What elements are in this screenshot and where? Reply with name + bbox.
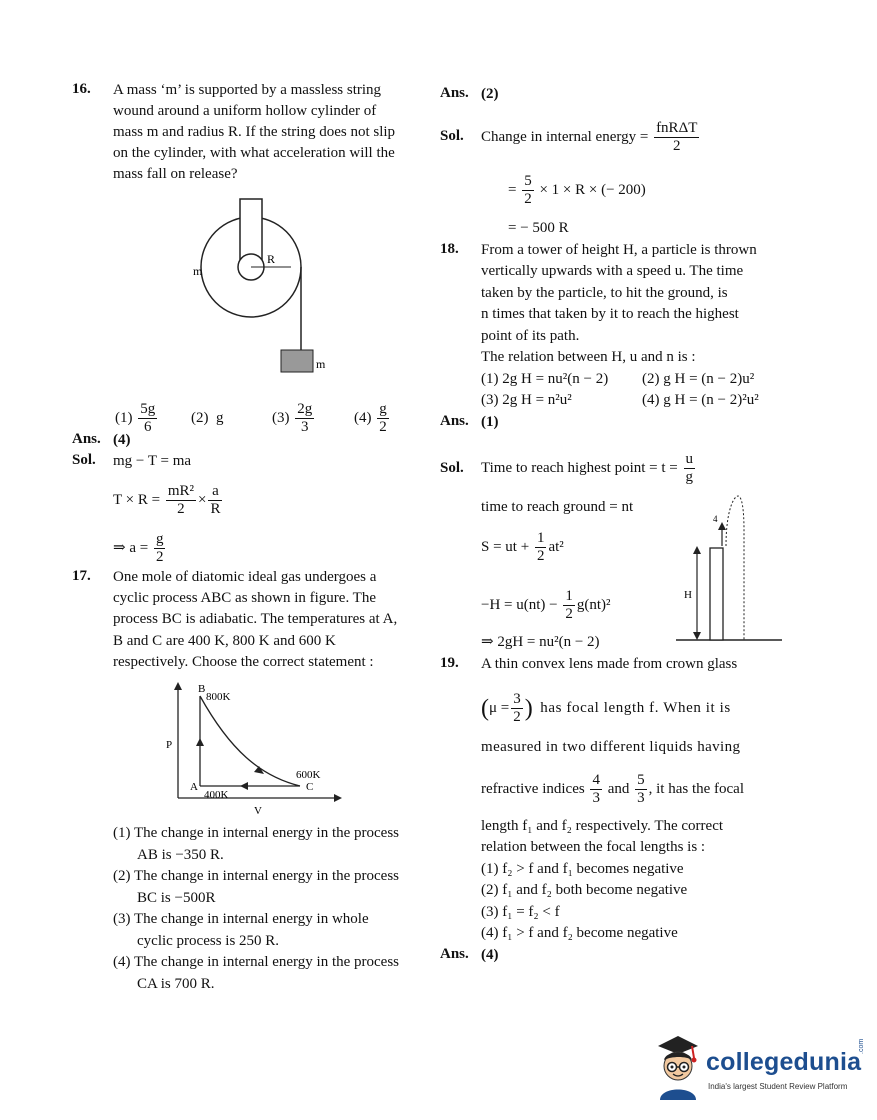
question-text: One mole of diatomic ideal gas undergoes a <box>113 569 377 585</box>
collegedunia-logo[interactable] <box>652 1030 867 1105</box>
solution-label: Sol. <box>440 460 464 476</box>
option-3: (3) 2g H = n²u² <box>481 392 572 408</box>
option-1: (1) $\frac{5g}{6}$ <box>115 401 156 436</box>
question-text: cyclic process ABC as shown in figure. The <box>113 590 377 606</box>
answer-value: (4) <box>481 947 499 963</box>
option-4: (4) $\frac{g}{2}$ <box>354 401 387 436</box>
option-2: (2) g H = (n − 2)u² <box>642 371 755 387</box>
pressure-axis-label: P <box>166 739 173 751</box>
option-2-cont: BC is −500R <box>137 890 216 906</box>
solution-step: S = ut + $\frac{1}{2}$ at² <box>481 530 564 565</box>
question-text: (μ = $\frac{3}{2}$ ) has focal length f. When it is <box>481 691 731 726</box>
answer-value: (1) <box>481 414 499 430</box>
brand-domain: .com <box>858 1038 865 1054</box>
height-label: H <box>684 589 692 601</box>
brand-name: collegedunia <box>706 1048 862 1076</box>
option-4-cont: CA is 700 R. <box>137 976 215 992</box>
solution-step: Change in internal energy = $\frac{\text{fnRΔT}}{2}$ <box>481 120 698 155</box>
question-text: length f₁ and f₂ respectively. The correct <box>481 818 724 834</box>
answer-label: Ans. <box>72 431 101 447</box>
question-number: 17. <box>72 568 91 584</box>
option-3: (3) $\frac{2g}{3}$ <box>272 401 313 436</box>
point-a-label: A <box>190 781 198 793</box>
solution-step: T × R = $\frac{\text{mR²}}{2}$ × $\frac{a}{R}$ <box>113 483 221 518</box>
question-text: From a tower of height H, a particle is thrown <box>481 242 757 258</box>
solution-label: Sol. <box>72 452 96 468</box>
option-3-cont: cyclic process is 250 R. <box>137 933 280 949</box>
cylinder-pulley-figure <box>185 195 345 380</box>
option-2: (2) f₁ and f₂ both become negative <box>481 882 688 898</box>
radius-label: R <box>267 252 276 266</box>
option-1-cont: AB is −350 R. <box>137 847 224 863</box>
option-1: (1) The change in internal energy in the process <box>113 825 400 841</box>
tower-projectile-figure <box>670 490 785 645</box>
solution-step: −H = u(nt) − $\frac{1}{2}$ g(nt)² <box>481 588 611 623</box>
question-text: respectively. Choose the correct statement : <box>113 654 374 670</box>
velocity-label: 4 <box>713 514 718 524</box>
question-text: wound around a uniform hollow cylinder of <box>113 103 377 119</box>
solution-result: ⇒ 2gH = nu²(n − 2) <box>481 634 600 650</box>
question-number: 16. <box>72 81 91 97</box>
question-text: mass fall on release? <box>113 166 238 182</box>
option-2: (2) g <box>191 410 224 426</box>
point-b-label: B <box>198 683 206 695</box>
solution-step: = $\frac{5}{2}$ × 1 × R × (− 200) <box>508 173 646 208</box>
solution-step: = − 500 R <box>508 220 569 236</box>
question-number: 19. <box>440 655 459 671</box>
solution-label: Sol. <box>440 128 464 144</box>
mass-label: m <box>193 264 203 278</box>
question-text: The relation between H, u and n is : <box>481 349 696 365</box>
question-text: process BC is adiabatic. The temperatures at A, <box>113 611 398 627</box>
solution-step: time to reach ground = nt <box>481 499 634 515</box>
option-1: (1) f₂ > f and f₁ becomes negative <box>481 861 684 877</box>
question-number: 18. <box>440 241 459 257</box>
point-c-label: C <box>306 781 314 793</box>
question-text: A mass ‘m’ is supported by a massless string <box>113 82 382 98</box>
answer-value: (4) <box>113 432 131 448</box>
brand-tagline: India's largest Student Review Platform <box>708 1082 848 1091</box>
block-mass-label: m <box>316 357 326 371</box>
solution-step: mg − T = ma <box>113 453 192 469</box>
student-mascot-icon <box>652 1032 704 1100</box>
option-4: (4) The change in internal energy in the process <box>113 954 400 970</box>
option-4: (4) f₁ > f and f₂ become negative <box>481 925 678 941</box>
point-a-temp: 400K <box>204 789 229 801</box>
question-text: n times that taken by it to reach the highest <box>481 306 739 322</box>
solution-step: Time to reach highest point = t = $\frac{u}{g}$ <box>481 451 694 486</box>
option-3: (3) The change in internal energy in whole <box>113 911 369 927</box>
solution-step: ⇒ a = $\frac{g}{2}$ <box>113 531 164 566</box>
answer-label: Ans. <box>440 413 469 429</box>
point-b-temp: 800K <box>206 691 231 703</box>
option-1: (1) 2g H = nu²(n − 2) <box>481 371 609 387</box>
question-text: mass m and radius R. If the string does not slip <box>113 124 396 140</box>
question-text: relation between the focal lengths is : <box>481 839 706 855</box>
point-c-temp: 600K <box>296 769 321 781</box>
option-2: (2) The change in internal energy in the process <box>113 868 400 884</box>
question-text: point of its path. <box>481 328 580 344</box>
volume-axis-label: V <box>254 805 262 817</box>
question-text: on the cylinder, with what acceleration will the <box>113 145 395 161</box>
question-text: measured in two different liquids having <box>481 739 741 755</box>
option-4: (4) g H = (n − 2)²u² <box>642 392 759 408</box>
option-3: (3) f₁ = f₂ < f <box>481 904 560 920</box>
question-text: B and C are 400 K, 800 K and 600 K <box>113 633 336 649</box>
question-text: A thin convex lens made from crown glass <box>481 656 738 672</box>
pv-diagram <box>160 680 360 820</box>
answer-label: Ans. <box>440 946 469 962</box>
question-text: taken by the particle, to hit the ground, is <box>481 285 728 301</box>
answer-value: (2) <box>481 86 499 102</box>
question-text: refractive indices $\frac{4}{3}$ and $\frac{5}{3}$ , it has the focal <box>481 772 745 807</box>
answer-label: Ans. <box>440 85 469 101</box>
question-text: vertically upwards with a speed u. The time <box>481 263 744 279</box>
